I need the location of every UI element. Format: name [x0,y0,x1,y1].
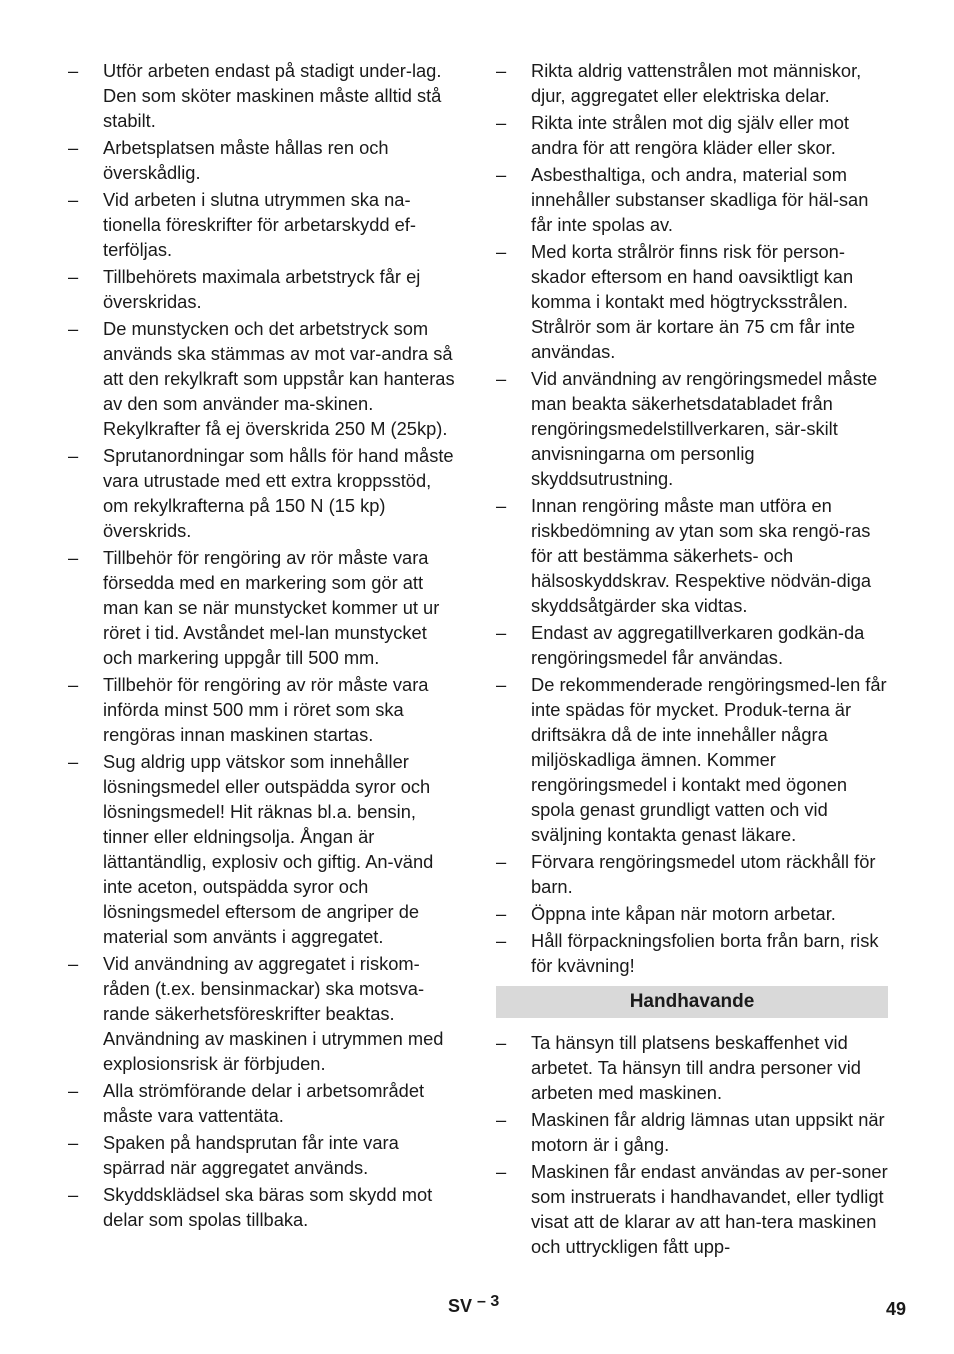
list-item [68,443,460,543]
bullet-dash: – [68,1080,79,1101]
list-item-text: Innan rengöring måste man utföra en riskbedömning av ytan som ska rengö-ras för att bestämma säkerhets- och hälsoskyddskrav. Respektive nödvän-diga skyddsåtgärder ska vidtas. [531,495,872,616]
bullet-dash: – [68,137,79,158]
list-item-text: Öppna inte kåpan när motorn arbetar. [531,903,836,924]
list-item [496,162,888,237]
bullet-dash: – [496,622,507,643]
right-column [496,58,888,1261]
bullet-dash: – [496,112,507,133]
bullet-dash: – [496,674,507,695]
list-item-text: De munstycken och det arbetstryck som används ska stämmas av mot var-andra så att den rekylkraft som uppstår kan hanteras av den som använder ma-skinen. Rekylkrafter få ej överskrida 250 M (25kp). [103,318,455,439]
list-item [68,58,460,133]
bullet-dash: – [68,266,79,287]
bullet-dash: – [496,495,507,516]
list-item-text: Skyddsklädsel ska bäras som skydd mot delar som spolas tillbaka. [103,1184,433,1230]
bullet-dash: – [496,1032,507,1053]
list-item-text: Sprutanordningar som hålls för hand måste vara utrustade med ett extra kroppsstöd, om rekylkrafterna på 150 N (15 kp) överskrids. [103,445,454,541]
bullet-dash: – [68,1184,79,1205]
list-item [496,901,888,926]
bullet-dash: – [496,1161,507,1182]
list-item-text: Tillbehörets maximala arbetstryck får ej överskridas. [103,266,421,312]
bullet-dash: – [496,903,507,924]
left-column [68,58,460,1234]
list-item-text: Vid användning av rengöringsmedel måste man beakta säkerhetsdatabladet från rengöringsmedelstillverkaren, sär-skilt anvisningarna om personlig skyddsutrustning. [531,368,878,489]
bullet-dash: – [68,1132,79,1153]
list-item [68,1130,460,1180]
list-item-text: Tillbehör för rengöring av rör måste vara införda minst 500 mm i röret som ska rengöras innan maskinen startas. [103,674,429,745]
bullet-dash: – [496,851,507,872]
list-item-text: Endast av aggregatillverkaren godkän-da rengöringsmedel får användas. [531,622,865,668]
bullet-dash: – [496,60,507,81]
footer-language: SV [448,1296,473,1316]
list-item-text: Förvara rengöringsmedel utom räckhåll för barn. [531,851,876,897]
list-item [68,316,460,441]
list-item-text: Maskinen får aldrig lämnas utan uppsikt när motorn är i gång. [531,1109,885,1155]
footer-section-page: – 3 [477,1293,500,1310]
list-item-text: Tillbehör för rengöring av rör måste vara försedda med en markering som gör att man kan se när munstycket kommer ut ur röret i tid. Avståndet mel-lan munstycket och markering uppgår till 500 mm. [103,547,440,668]
list-item [68,187,460,262]
page-number: 49 [885,1299,906,1319]
bullet-dash: – [68,751,79,772]
list-item [496,672,888,847]
list-item [68,264,460,314]
list-item-text: Ta hänsyn till platsens beskaffenhet vid arbetet. Ta hänsyn till andra personer vid arbeten med maskinen. [531,1032,861,1103]
bullet-dash: – [68,318,79,339]
bullet-dash: – [496,164,507,185]
list-item [68,1078,460,1128]
list-item [496,1030,888,1105]
bullet-dash: – [496,368,507,389]
bullet-dash: – [496,1109,507,1130]
list-item [496,366,888,491]
bullet-dash: – [68,674,79,695]
list-item [496,1159,888,1259]
list-item-text: Sug aldrig upp vätskor som innehåller lösningsmedel eller outspädda syror och lösningsmedel! Hit räknas bl.a. bensin, tinner eller eldningsolja. Ångan är lättantändlig, explosiv och giftig. An-vänd inte aceton, outspädda syror och lösningsmedel eftersom de angriper de material som använts i aggregatet. [103,751,434,947]
list-item [68,1182,460,1232]
bullet-dash: – [68,547,79,568]
list-item-text: Rikta aldrig vattenstrålen mot människor, djur, aggregatet eller elektriska delar. [531,60,862,106]
list-item-text: Vid användning av aggregatet i riskom-råden (t.ex. bensinmackar) ska motsva-rande säkerhetsföreskrifter beaktas. Användning av maskinen i utrymmen med explosionsrisk är förbjuden. [103,953,444,1074]
list-item [496,849,888,899]
list-item-text: Rikta inte strålen mot dig själv eller mot andra för att rengöra kläder eller skor. [531,112,850,158]
list-item [496,620,888,670]
list-item [496,239,888,364]
bullet-dash: – [68,953,79,974]
list-item-text: Arbetsplatsen måste hållas ren och överskådlig. [103,137,389,183]
list-item-text: Spaken på handsprutan får inte vara spärrad när aggregatet används. [103,1132,399,1178]
footer-section-label [448,1293,500,1317]
bullet-dash: – [68,189,79,210]
list-item [496,110,888,160]
list-item-text: Utför arbeten endast på stadigt under-lag. Den som sköter maskinen måste alltid stå stabilt. [103,60,442,131]
list-item-text: Alla strömförande delar i arbetsområdet måste vara vattentäta. [103,1080,425,1126]
section-heading: Handhavande [496,986,888,1018]
list-item-text: Maskinen får endast användas av per-soner som instruerats i handhavandet, eller tydligt visat att de klarar av att han-tera maskinen och uttryckligen fått upp- [531,1161,888,1257]
list-item [68,951,460,1076]
left-list [68,58,460,1232]
bullet-dash: – [496,241,507,262]
right-list [496,58,888,978]
list-item [496,928,888,978]
list-item [68,545,460,670]
bullet-dash: – [496,930,507,951]
bullet-dash: – [68,445,79,466]
list-item [496,1107,888,1157]
list-item [496,58,888,108]
list-item-text: Med korta strålrör finns risk för person-skador eftersom en hand oavsiktligt kan komma i kontakt med högtrycksstrålen. Strålrör som är kortare än 75 cm får inte användas. [531,241,856,362]
list-item [68,672,460,747]
section-list [496,1030,888,1259]
list-item [496,493,888,618]
list-item-text: De rekommenderade rengöringsmed-len får inte spädas för mycket. Produk-terna är driftsäkra då de inte innehåller några miljöskadliga ämnen. Kommer rengöringsmedel i kontakt med ögonen spola genast grundligt vatten och vid sväljning kontakta genast läkare. [531,674,887,845]
list-item-text: Håll förpackningsfolien borta från barn, risk för kvävning! [531,930,879,976]
list-item-text: Vid arbeten i slutna utrymmen ska na-tionella föreskrifter för arbetarskydd ef-terföljas. [103,189,416,260]
list-item-text: Asbesthaltiga, och andra, material som innehåller substanser skadliga för häl-san får inte spolas av. [531,164,869,235]
bullet-dash: – [68,60,79,81]
list-item [68,749,460,949]
list-item [68,135,460,185]
